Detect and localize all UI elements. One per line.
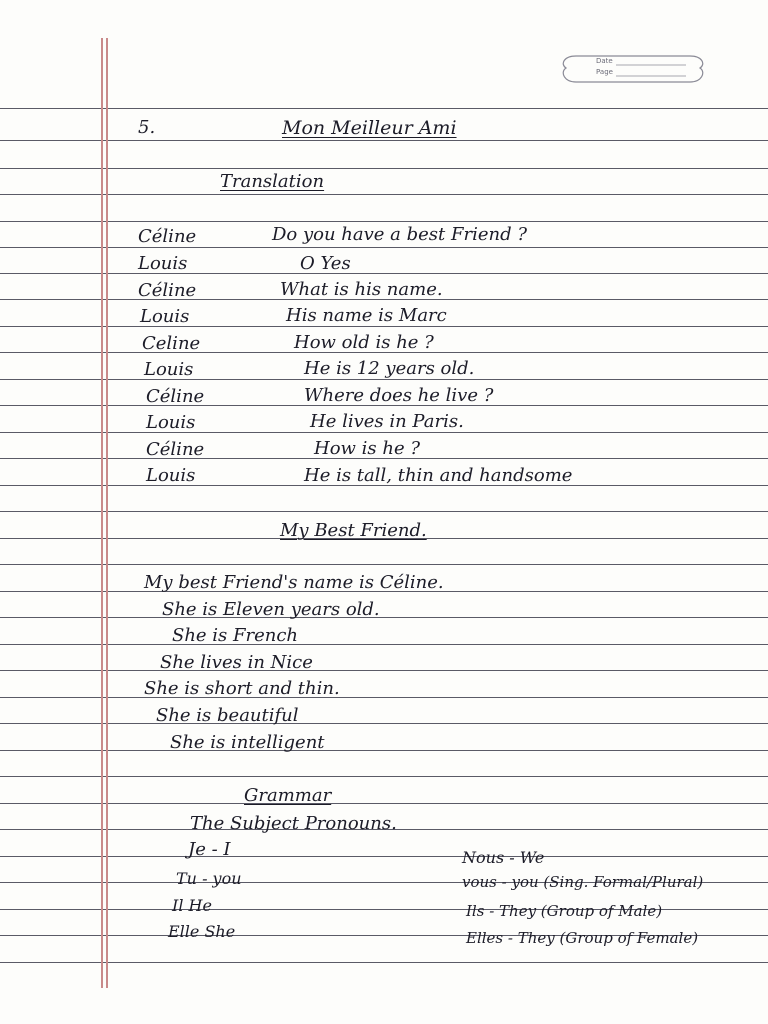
margin-line: [106, 38, 108, 988]
pronoun-singular: Tu - you: [176, 869, 242, 888]
essay-line: She is Eleven years old.: [162, 599, 380, 620]
dialogue-line: O Yes: [300, 253, 351, 274]
dialogue-line: He is 12 years old.: [304, 358, 475, 379]
dialogue-line: How is he ?: [314, 438, 420, 459]
speaker: Louis: [144, 359, 194, 380]
dialogue-line: Where does he live ?: [304, 385, 494, 406]
dialogue-line: He is tall, thin and handsome: [304, 465, 573, 486]
dialogue-line: His name is Marc: [286, 305, 447, 326]
essay-line: She is beautiful: [156, 705, 299, 726]
page-label: Page: [596, 68, 613, 76]
pronoun-plural: Elles - They (Group of Female): [466, 929, 699, 947]
essay-title: My Best Friend.: [280, 520, 427, 541]
speaker: Louis: [146, 465, 196, 486]
pronoun-singular: Il He: [172, 896, 212, 915]
essay-line: She is French: [172, 625, 299, 646]
essay-line: My best Friend's name is Céline.: [144, 572, 444, 593]
pronoun-singular: Je - I: [188, 839, 231, 860]
margin-line: [101, 38, 103, 988]
date-page-stamp: [558, 50, 708, 88]
pronoun-plural: Nous - We: [462, 848, 545, 867]
exercise-number: 5.: [138, 117, 156, 138]
grammar-subtitle: The Subject Pronouns.: [190, 813, 397, 834]
pronoun-singular: Elle She: [168, 922, 236, 941]
speaker: Céline: [138, 226, 197, 247]
pronoun-plural: vous - you (Sing. Formal/Plural): [462, 873, 704, 891]
speaker: Louis: [146, 412, 196, 433]
date-label: Date: [596, 57, 613, 65]
dialogue-line: What is his name.: [280, 279, 443, 300]
speaker: Céline: [146, 386, 205, 407]
essay-line: She lives in Nice: [160, 652, 313, 673]
page-title: Mon Meilleur Ami: [282, 117, 457, 139]
translation-title: Translation: [220, 171, 325, 192]
pronoun-plural: Ils - They (Group of Male): [466, 902, 663, 920]
speaker: Celine: [142, 333, 201, 354]
dialogue-line: Do you have a best Friend ?: [272, 224, 527, 245]
essay-line: She is intelligent: [170, 732, 325, 753]
dialogue-line: He lives in Paris.: [310, 411, 464, 432]
speaker: Céline: [138, 280, 197, 301]
stamp-frame-icon: [558, 50, 708, 88]
speaker: Louis: [140, 306, 190, 327]
essay-line: She is short and thin.: [144, 678, 340, 699]
grammar-title: Grammar: [244, 785, 332, 806]
speaker: Louis: [138, 253, 188, 274]
dialogue-line: How old is he ?: [294, 332, 434, 353]
speaker: Céline: [146, 439, 205, 460]
